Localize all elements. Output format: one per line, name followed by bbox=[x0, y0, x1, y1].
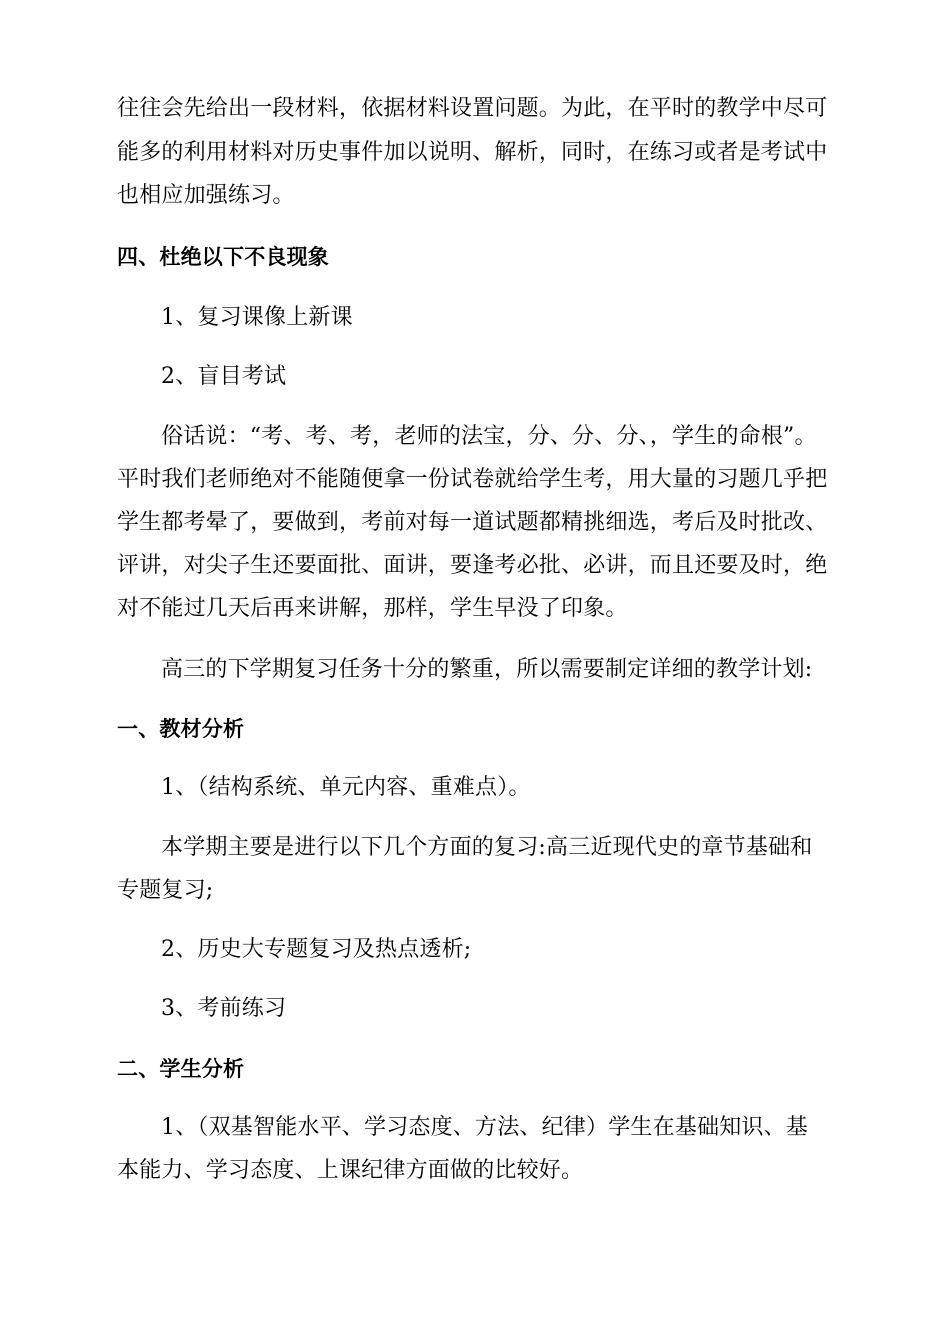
paragraph-line: 专题复习; bbox=[117, 878, 214, 903]
list-item: 1、复习课像上新课 bbox=[161, 305, 353, 330]
paragraph-line: 往往会先给出一段材料，依据材料设置问题。为此，在平时的教学中尽可 bbox=[117, 96, 828, 121]
paragraph-line: 1、（双基智能水平、学习态度、方法、纪律）学生在基础知识、基 bbox=[161, 1115, 808, 1140]
section-heading-1: 一、教材分析 bbox=[117, 717, 245, 741]
section-heading-4: 四、杜绝以下不良现象 bbox=[117, 245, 329, 269]
paragraph-line: 评讲，对尖子生还要面批、面讲，要逢考必批、必讲，而且还要及时，绝 bbox=[117, 553, 828, 578]
list-item: 2、盲目考试 bbox=[161, 364, 287, 389]
list-item: 2、历史大专题复习及热点透析; bbox=[161, 937, 472, 962]
paragraph-line: 本学期主要是进行以下几个方面的复习:高三近现代史的章节基础和 bbox=[161, 835, 813, 860]
section-heading-2: 二、学生分析 bbox=[117, 1057, 245, 1081]
list-item: 1、（结构系统、单元内容、重难点）。 bbox=[161, 775, 531, 800]
paragraph-line: 也相应加强练习。 bbox=[117, 183, 295, 208]
paragraph-line: 平时我们老师绝对不能随便拿一份试卷就给学生考，用大量的习题几乎把 bbox=[117, 467, 828, 492]
list-item: 3、考前练习 bbox=[161, 996, 287, 1021]
paragraph-line: 学生都考晕了，要做到，考前对每一道试题都精挑细选，考后及时批改、 bbox=[117, 510, 828, 535]
paragraph-line: 本能力、学习态度、上课纪律方面做的比较好。 bbox=[117, 1158, 584, 1183]
paragraph-line: 高三的下学期复习任务十分的繁重，所以需要制定详细的教学计划: bbox=[161, 657, 813, 682]
paragraph-line: 对不能过几天后再来讲解，那样，学生早没了印象。 bbox=[117, 596, 628, 621]
paragraph-line: 能多的利用材料对历史事件加以说明、解析，同时，在练习或者是考试中 bbox=[117, 140, 828, 165]
paragraph-line: 俗话说：“考、考、考，老师的法宝，分、分、分、，学生的命根”。 bbox=[161, 424, 817, 449]
